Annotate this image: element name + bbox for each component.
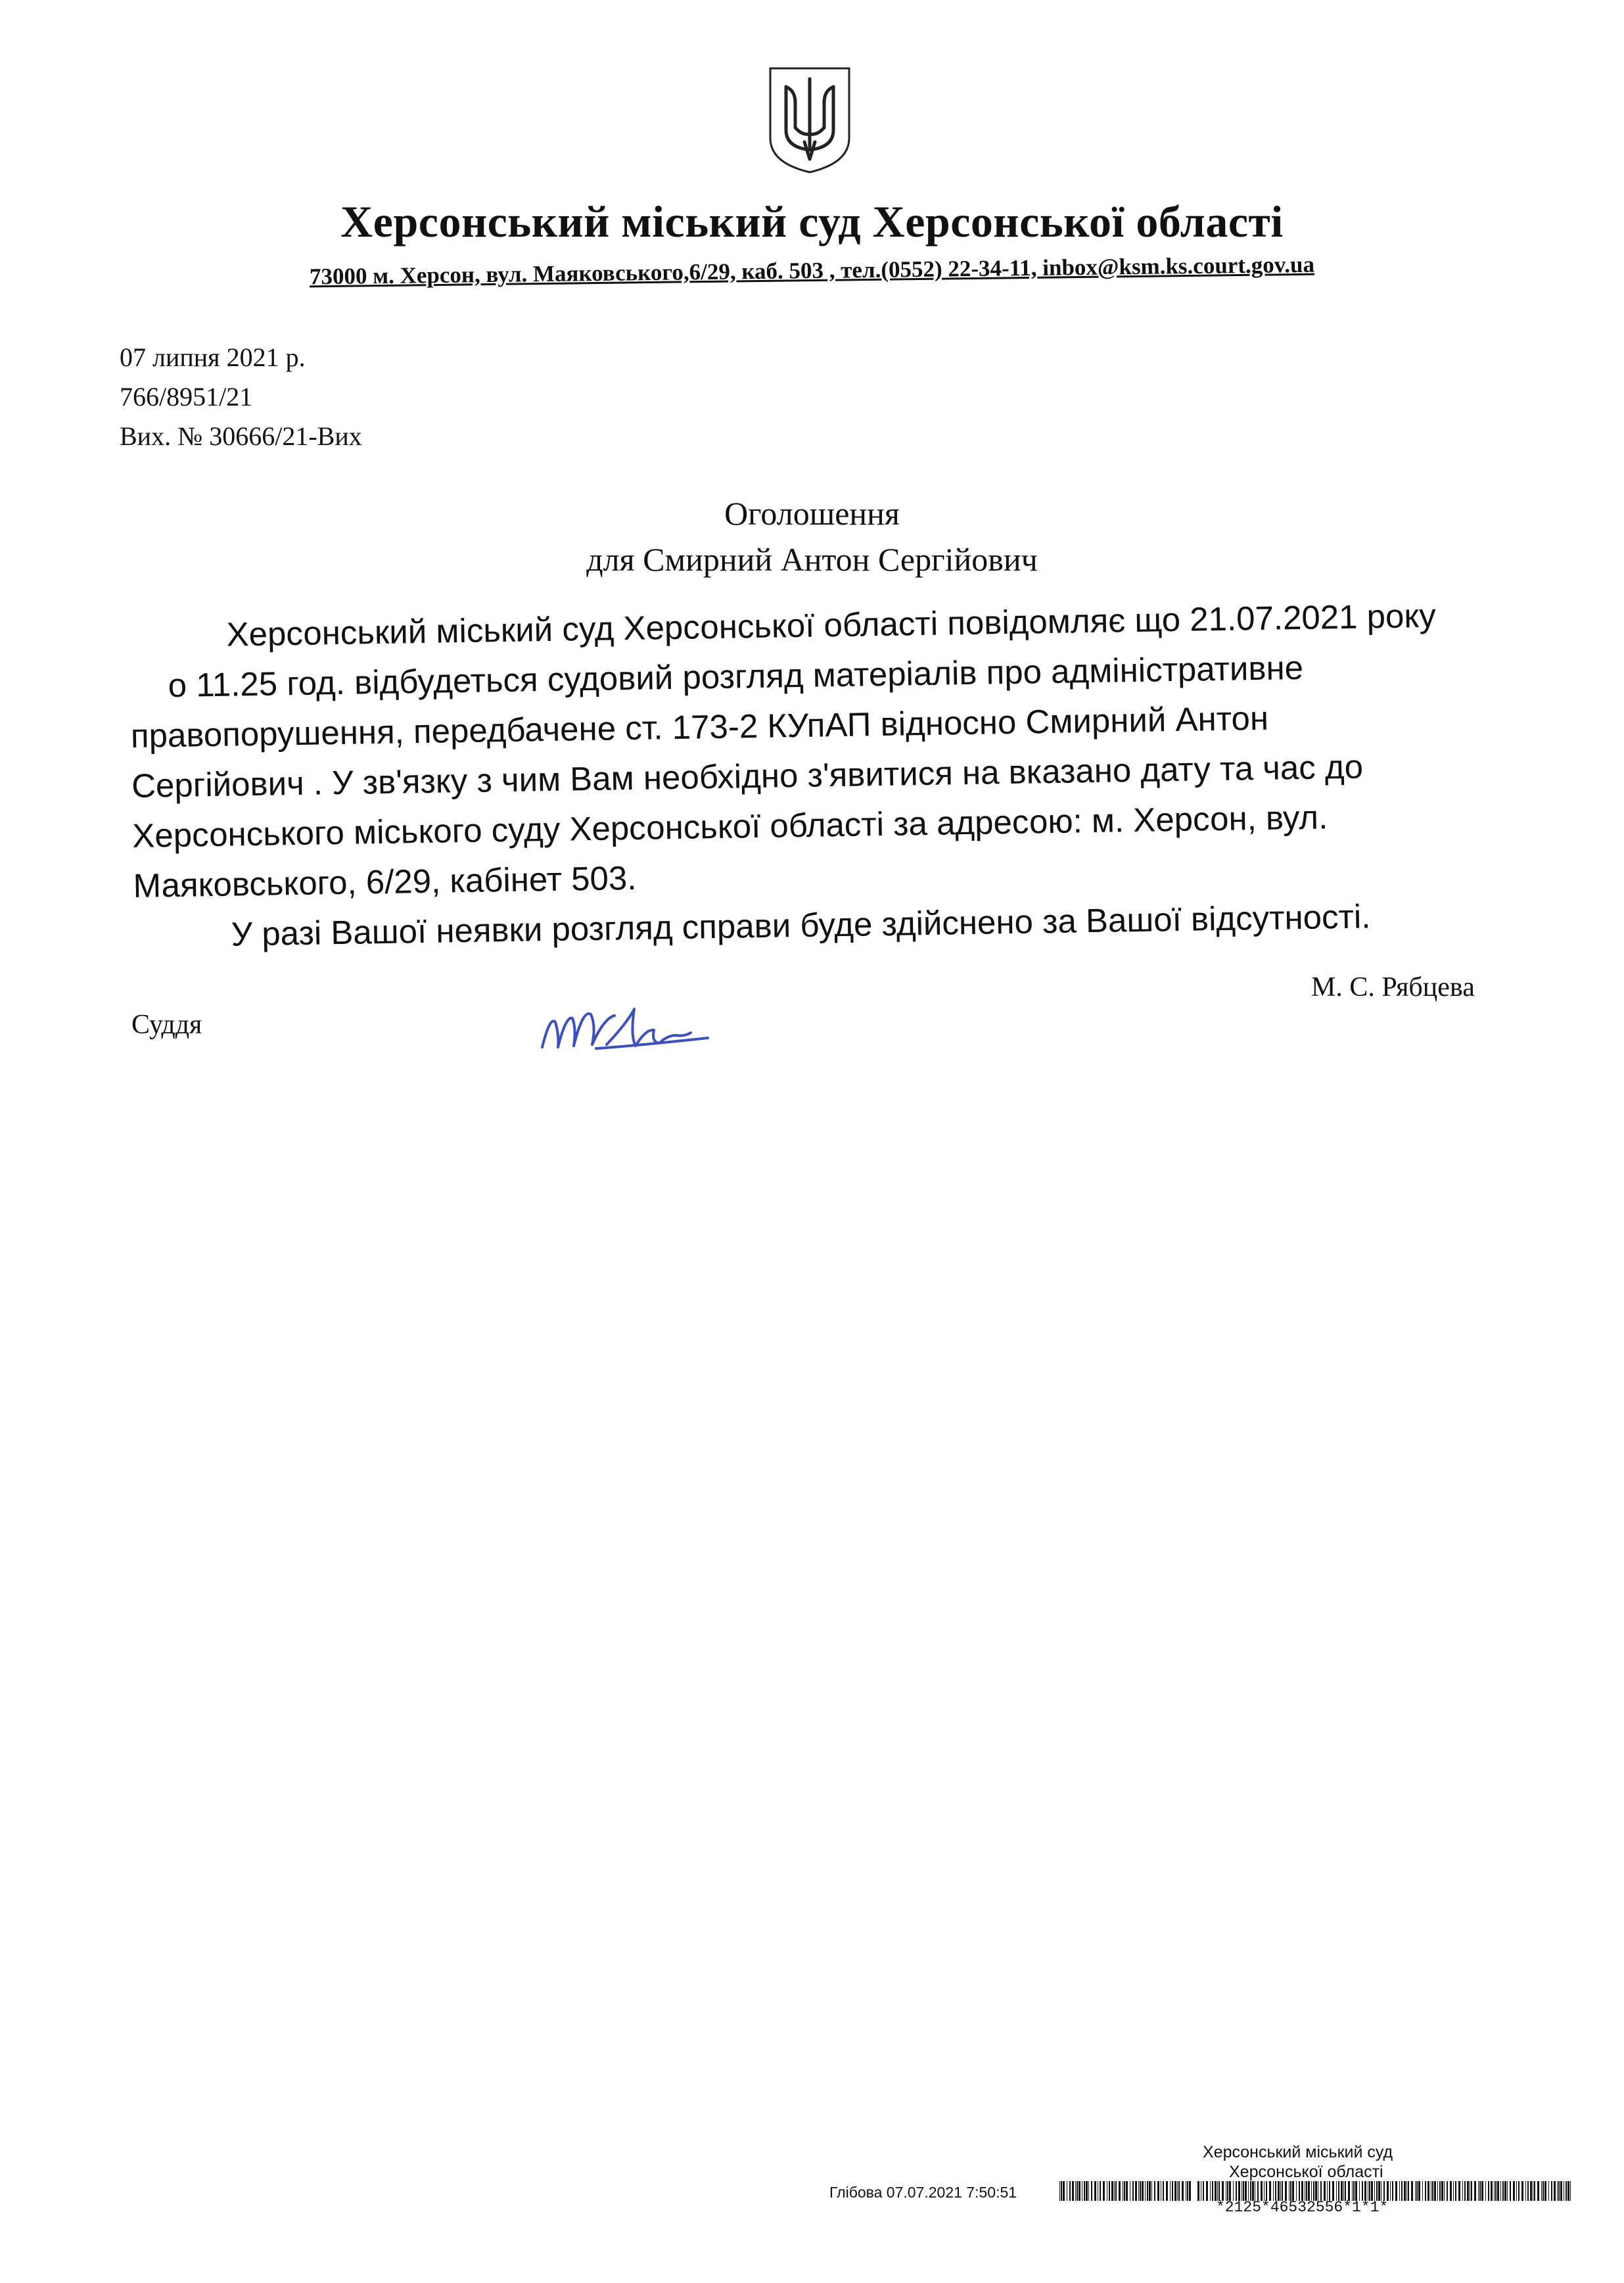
court-address: 73000 м. Херсон, вул. Маяковського,6/29, каб. 503 , тел.(0552) 22-34-11, inbox@ksm.ks.court.gov.ua [309, 251, 1315, 290]
body-line: о 11.25 год. відбудеться судовий розгляд матеріалів про адміністративне [168, 648, 1304, 705]
body-line: Сергійович . У зв'язку з чим Вам необхідно з'явитися на вказано дату та час до [131, 747, 1364, 805]
body-line: Херсонський міський суд Херсонської області повідомляє що 21.07.2021 року [226, 596, 1437, 653]
barcode-icon [1197, 2181, 1572, 2201]
letter-date: 07 липня 2021 р. [120, 342, 306, 372]
stamp-user-timestamp: Глібова 07.07.2021 7:50:51 [829, 2184, 1017, 2201]
stamp-code: *2125*46532556*1*1* [1216, 2199, 1389, 2216]
absence-note: У разі Вашої неявки розгляд справи буде здійснено за Вашої відсутності. [231, 897, 1371, 953]
announcement-recipient: для Смирний Антон Сергійович [586, 541, 1038, 578]
stamp-court-region: Херсонської області [1229, 2163, 1383, 2181]
announcement-body [129, 590, 1521, 961]
barcode-icon [1059, 2181, 1191, 2201]
body-line: Херсонського міського суду Херсонської області за адресою: м. Херсон, вул. [131, 798, 1328, 855]
handwritten-signature [536, 989, 720, 1062]
court-name: Херсонський міський суд Херсонської області [340, 197, 1284, 247]
trident-coat-of-arms-icon [766, 64, 853, 175]
judge-name: М. С. Рябцева [1311, 972, 1475, 1002]
outgoing-number: Вих. № 30666/21-Вих [120, 421, 362, 451]
announcement-title: Оголошення [724, 495, 900, 532]
body-line: правопорушення, передбачене ст. 173-2 КУпАП відносно Смирний Антон [130, 699, 1269, 755]
judge-role-label: Суддя [131, 1010, 202, 1040]
stamp-court-name: Херсонський міський суд [1203, 2143, 1393, 2161]
body-line: Маяковського, 6/29, кабінет 503. [133, 859, 637, 905]
case-number: 766/8951/21 [120, 382, 253, 412]
